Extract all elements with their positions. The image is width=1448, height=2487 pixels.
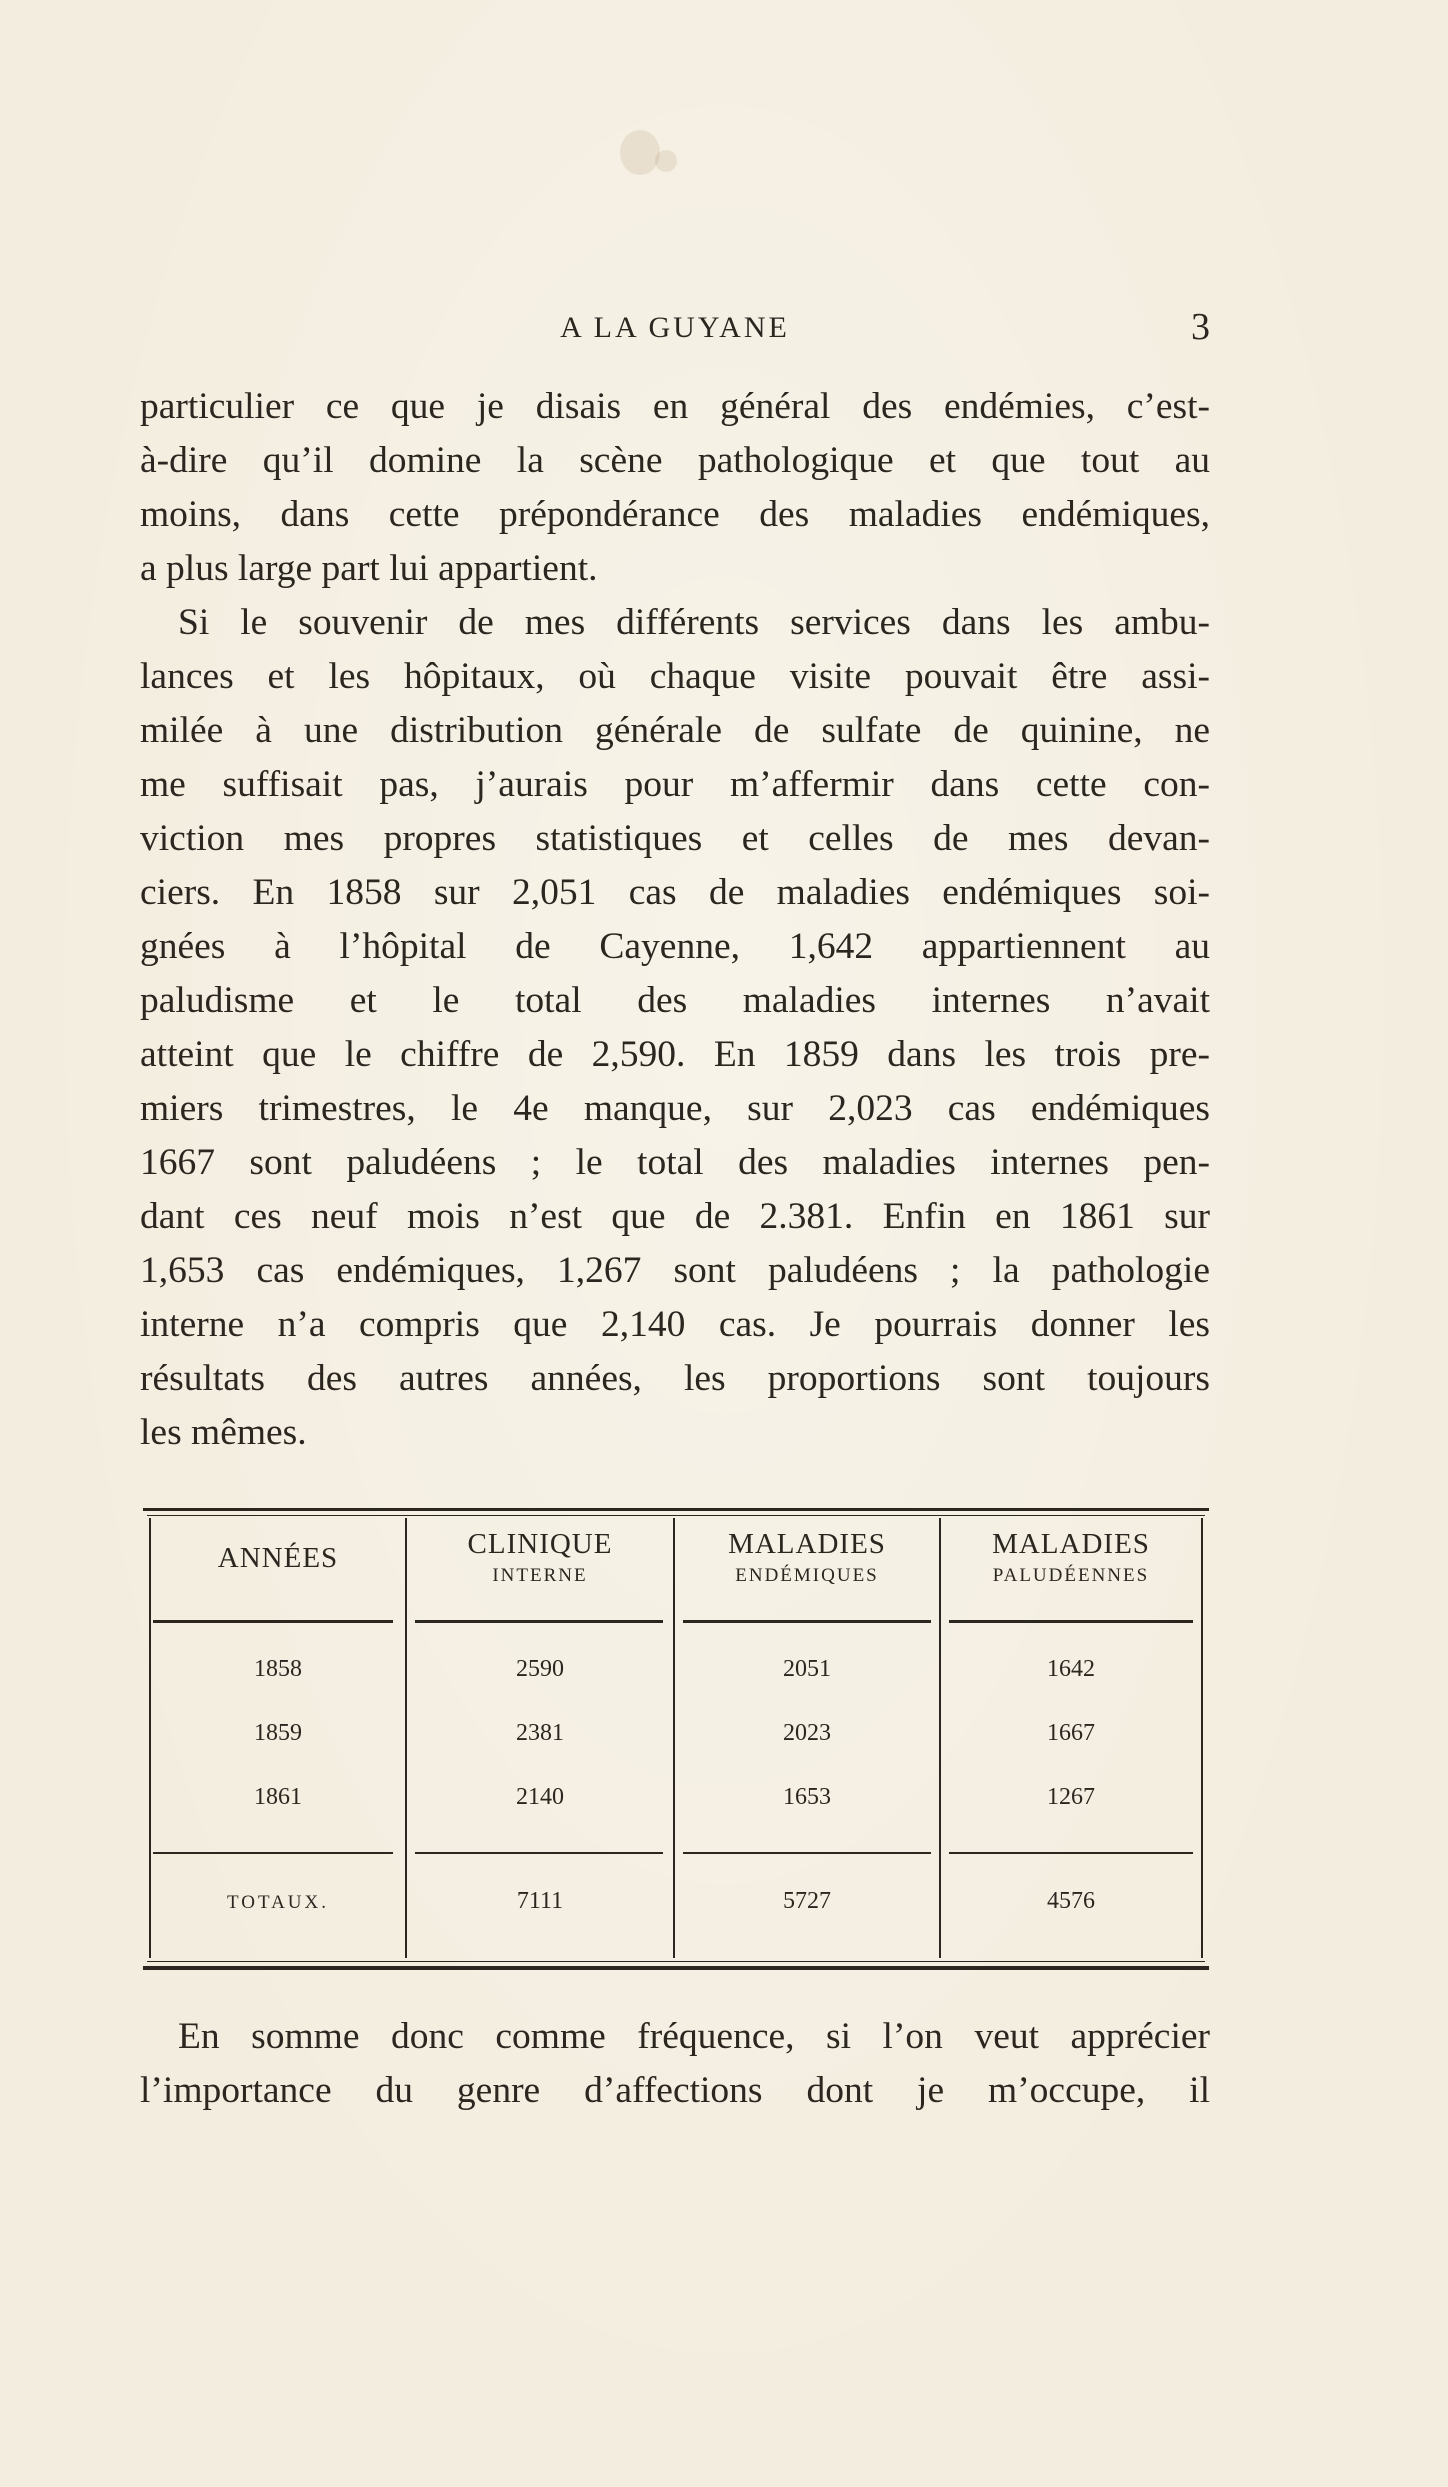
table-cell: 1267 bbox=[1047, 1784, 1095, 1810]
header-label: MALADIES bbox=[728, 1528, 886, 1560]
text-line: lances et les hôpitaux, où chaque visite pouvait être assi- bbox=[140, 656, 1210, 697]
continuation-paragraph bbox=[140, 2010, 1210, 2118]
text-line: viction mes propres statistiques et celles de mes devan- bbox=[140, 818, 1210, 859]
header-sublabel: ENDÉMIQUES bbox=[735, 1565, 879, 1586]
totals-cell: 7111 bbox=[516, 1888, 564, 1914]
table-bottom-rule-thin bbox=[147, 1961, 1205, 1962]
header-sublabel: PALUDÉENNES bbox=[992, 1565, 1150, 1586]
text-line: atteint que le chiffre de 2,590. En 1859 dans les trois pre- bbox=[140, 1034, 1210, 1075]
header-underline bbox=[153, 1620, 393, 1623]
header-sublabel: INTERNE bbox=[492, 1565, 588, 1586]
statistics-table bbox=[143, 1508, 1209, 1970]
text-line: 1,653 cas endémiques, 1,267 sont paludéens ; la pathologie bbox=[140, 1250, 1210, 1291]
header-underline bbox=[949, 1620, 1193, 1623]
paper-stain bbox=[655, 150, 677, 172]
totals-label: TOTAUX. bbox=[227, 1892, 329, 1913]
totals-cell: 4576 bbox=[1047, 1888, 1095, 1914]
header-annees bbox=[151, 1528, 405, 1575]
text-line: En somme donc comme fréquence, si l’on veut apprécier bbox=[178, 2016, 1210, 2057]
totals-rule bbox=[415, 1852, 663, 1854]
header-label: MALADIES bbox=[992, 1528, 1150, 1560]
totals-rule bbox=[153, 1852, 393, 1854]
text-line: particulier ce que je disais en général des endémies, c’est- bbox=[140, 386, 1210, 427]
table-cell: 1861 bbox=[254, 1784, 302, 1810]
table-cell: 2590 bbox=[516, 1656, 564, 1682]
text-line: a plus large part lui appartient. bbox=[140, 548, 598, 589]
table-cell: 2140 bbox=[516, 1784, 564, 1810]
header-label: CLINIQUE bbox=[467, 1528, 613, 1560]
table-cell: 1858 bbox=[254, 1656, 302, 1682]
text-line: paludisme et le total des maladies internes n’avait bbox=[140, 980, 1210, 1021]
header-clinique-interne bbox=[407, 1528, 673, 1587]
table-cell: 1667 bbox=[1047, 1720, 1095, 1746]
header-underline bbox=[415, 1620, 663, 1623]
text-line: milée à une distribution générale de sulfate de quinine, ne bbox=[140, 710, 1210, 751]
body-paragraphs bbox=[140, 380, 1210, 1460]
text-line: interne n’a compris que 2,140 cas. Je pourrais donner les bbox=[140, 1304, 1210, 1345]
table-top-rule bbox=[143, 1508, 1209, 1511]
table-top-rule-thin bbox=[147, 1515, 1205, 1516]
text-line: moins, dans cette prépondérance des maladies endémiques, bbox=[140, 494, 1210, 535]
table-cell: 2023 bbox=[783, 1720, 831, 1746]
totals-rule bbox=[949, 1852, 1193, 1854]
paper-stain bbox=[620, 130, 660, 175]
table-cell: 2381 bbox=[516, 1720, 564, 1746]
text-line: dant ces neuf mois n’est que de 2.381. Enfin en 1861 sur bbox=[140, 1196, 1210, 1237]
table-cell: 1653 bbox=[783, 1784, 831, 1810]
totals-rule bbox=[683, 1852, 931, 1854]
table-cell: 1642 bbox=[1047, 1656, 1095, 1682]
header-maladies-paludeennes bbox=[941, 1528, 1201, 1587]
running-head bbox=[140, 305, 1210, 355]
header-underline bbox=[683, 1620, 931, 1623]
running-title: A LA GUYANE bbox=[560, 311, 790, 344]
table-column-divider bbox=[1201, 1518, 1203, 1958]
page-number: 3 bbox=[1191, 306, 1210, 348]
text-line: gnées à l’hôpital de Cayenne, 1,642 appartiennent au bbox=[140, 926, 1210, 967]
header-maladies-endemiques bbox=[675, 1528, 939, 1587]
table-cell: 1859 bbox=[254, 1720, 302, 1746]
text-line: Si le souvenir de mes différents services dans les ambu- bbox=[178, 602, 1210, 643]
table-bottom-rule bbox=[143, 1966, 1209, 1970]
text-line: résultats des autres années, les proportions sont toujours bbox=[140, 1358, 1210, 1399]
table-cell: 2051 bbox=[783, 1656, 831, 1682]
text-line: l’importance du genre d’affections dont je m’occupe, il bbox=[140, 2070, 1210, 2111]
text-line: à-dire qu’il domine la scène pathologique et que tout au bbox=[140, 440, 1210, 481]
text-line: miers trimestres, le 4e manque, sur 2,023 cas endémiques bbox=[140, 1088, 1210, 1129]
text-line: les mêmes. bbox=[140, 1412, 307, 1453]
header-label: ANNÉES bbox=[217, 1542, 339, 1574]
text-line: me suffisait pas, j’aurais pour m’affermir dans cette con- bbox=[140, 764, 1210, 805]
text-line: 1667 sont paludéens ; le total des maladies internes pen- bbox=[140, 1142, 1210, 1183]
totals-cell: 5727 bbox=[783, 1888, 831, 1914]
text-line: ciers. En 1858 sur 2,051 cas de maladies endémiques soi- bbox=[140, 872, 1210, 913]
